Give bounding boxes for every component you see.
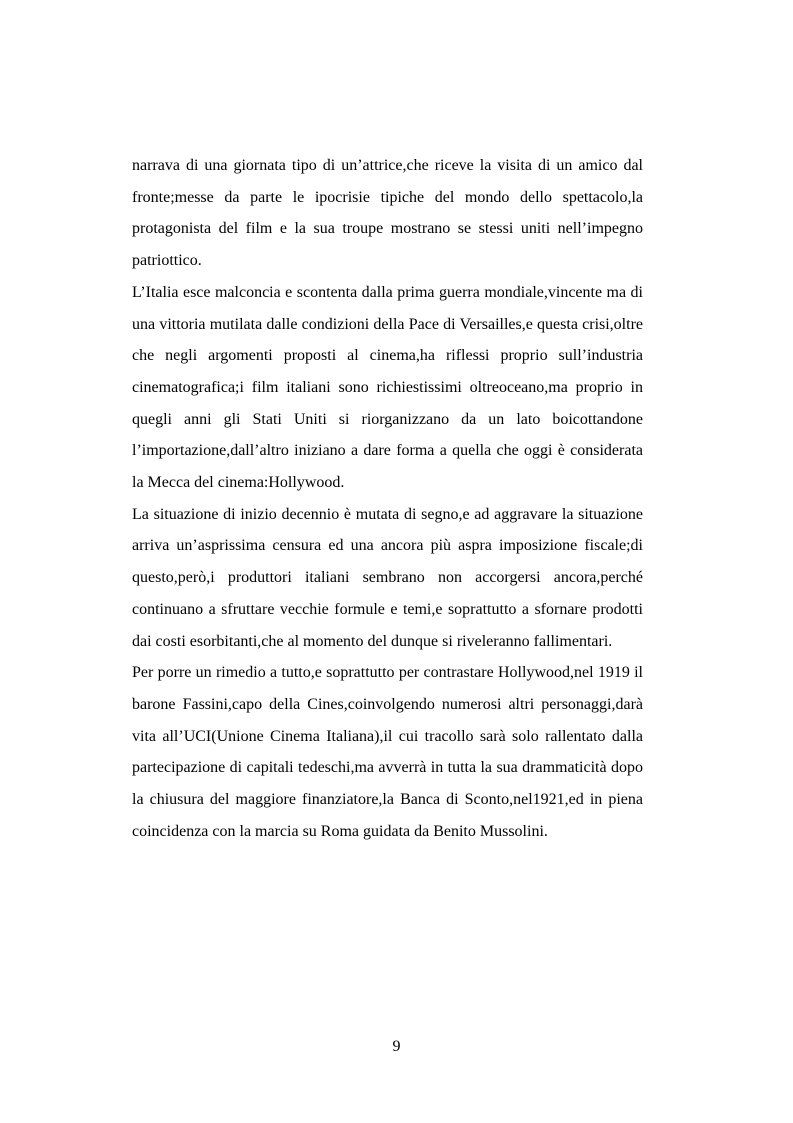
body-text [132,150,643,847]
paragraph-2: L’Italia esce malconcia e scontenta dalla prima guerra mondiale,vincente ma di una vittoria mutilata dalle condizioni della Pace di Versailles,e questa crisi,oltre che negli argomenti proposti al cinema,ha riflessi proprio sull’industria cinematografica;i film italiani sono richiestissimi oltreoceano,ma proprio in quegli anni gli Stati Uniti si riorganizzano da un lato boicottandone l’importazione,dall’altro iniziano a dare forma a quella che oggi è considerata la Mecca del cinema:Hollywood. [132,283,643,492]
paragraph-3: La situazione di inizio decennio è mutata di segno,e ad aggravare la situazione arriva un’asprissima censura ed una ancora più aspra imposizione fiscale;di questo,però,i produttori italiani sembrano non accorgersi ancora,perché continuano a sfruttare vecchie formule e temi,e soprattutto a sfornare prodotti dai costi esorbitanti,che al momento del dunque si riveleranno fallimentari. [132,505,643,650]
page-number: 9 [392,1038,401,1055]
paragraph-4: Per porre un rimedio a tutto,e soprattutto per contrastare Hollywood,nel 1919 il barone Fassini,capo della Cines,coinvolgendo numerosi altri personaggi,darà vita all’UCI(Unione Cinema Italiana),il cui tracollo sarà solo rallentato dalla partecipazione di capitali tedeschi,ma avverrà in tutta la sua drammaticità dopo la chiusura del maggiore finanziatore,la Banca di Sconto,nel1921,ed in piena coincidenza con la marcia su Roma guidata da Benito Mussolini. [132,664,643,840]
paragraph-1: narrava di una giornata tipo di un’attrice,che riceve la visita di un amico dal fronte;messe da parte le ipocrisie tipiche del mondo dello spettacolo,la protagonista del film e la sua troupe mostrano se stessi uniti nell’impegno patriottico. [132,157,643,270]
